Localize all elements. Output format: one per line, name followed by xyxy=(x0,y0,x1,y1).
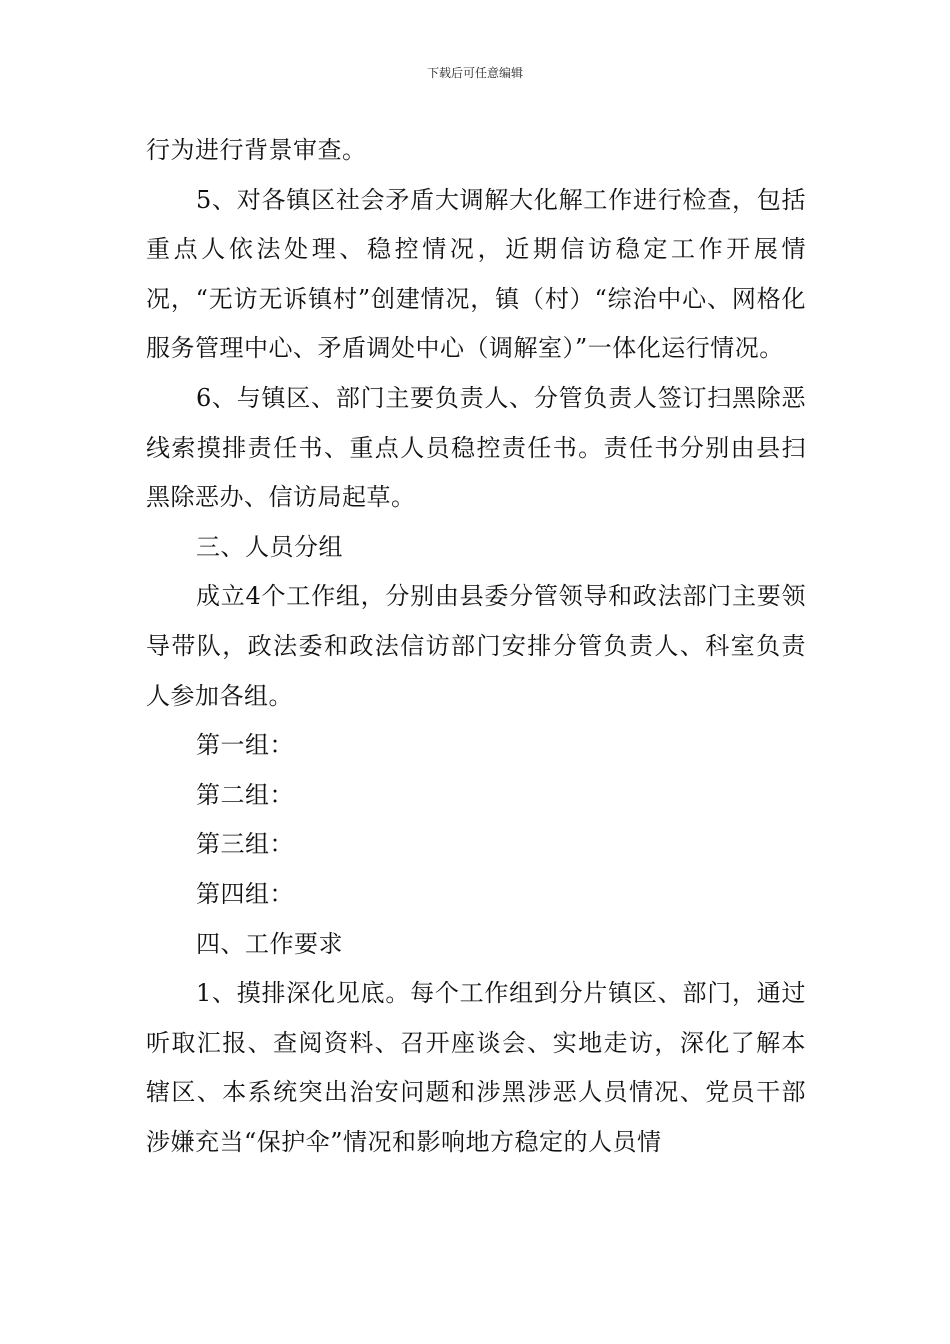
paragraph-working-groups: 成立4个工作组，分别由县委分管领导和政法部门主要领导带队，政法委和政法信访部门安排分管负责人、科室负责人参加各组。 xyxy=(146,582,806,710)
paragraph-item-5: 5、对各镇区社会矛盾大调解大化解工作进行检查，包括重点人依法处理、稳控情况，近期信访稳定工作开展情况，“无访无诉镇村”创建情况，镇（村）“综治中心、网格化服务管理中心、矛盾调处中心（调解室）”一体化运行情况。 xyxy=(146,185,806,363)
document-body xyxy=(146,126,806,1167)
paragraph-requirement-1: 1、摸排深化见底。每个工作组到分片镇区、部门，通过听取汇报、查阅资料、召开座谈会、实地走访，深化了解本辖区、本系统突出治安问题和涉黑涉恶人员情况、党员干部涉嫌充当“保护伞”情况和影响地方稳定的人员情 xyxy=(146,979,806,1156)
group-four-label: 第四组： xyxy=(196,879,294,908)
page-header-note: 下载后可任意编辑 xyxy=(426,66,523,80)
section-heading-work-requirements: 四、工作要求 xyxy=(196,929,343,958)
group-two-label: 第二组： xyxy=(196,780,294,809)
group-one-label: 第一组： xyxy=(196,731,294,760)
section-heading-personnel-grouping: 三、人员分组 xyxy=(196,532,343,561)
group-three-label: 第三组： xyxy=(196,830,294,859)
paragraph-continuation: 行为进行背景审查。 xyxy=(146,136,367,164)
paragraph-item-6: 6、与镇区、部门主要负责人、分管负责人签订扫黑除恶线索摸排责任书、重点人员稳控责任书。责任书分别由县扫黑除恶办、信访局起草。 xyxy=(146,383,806,512)
